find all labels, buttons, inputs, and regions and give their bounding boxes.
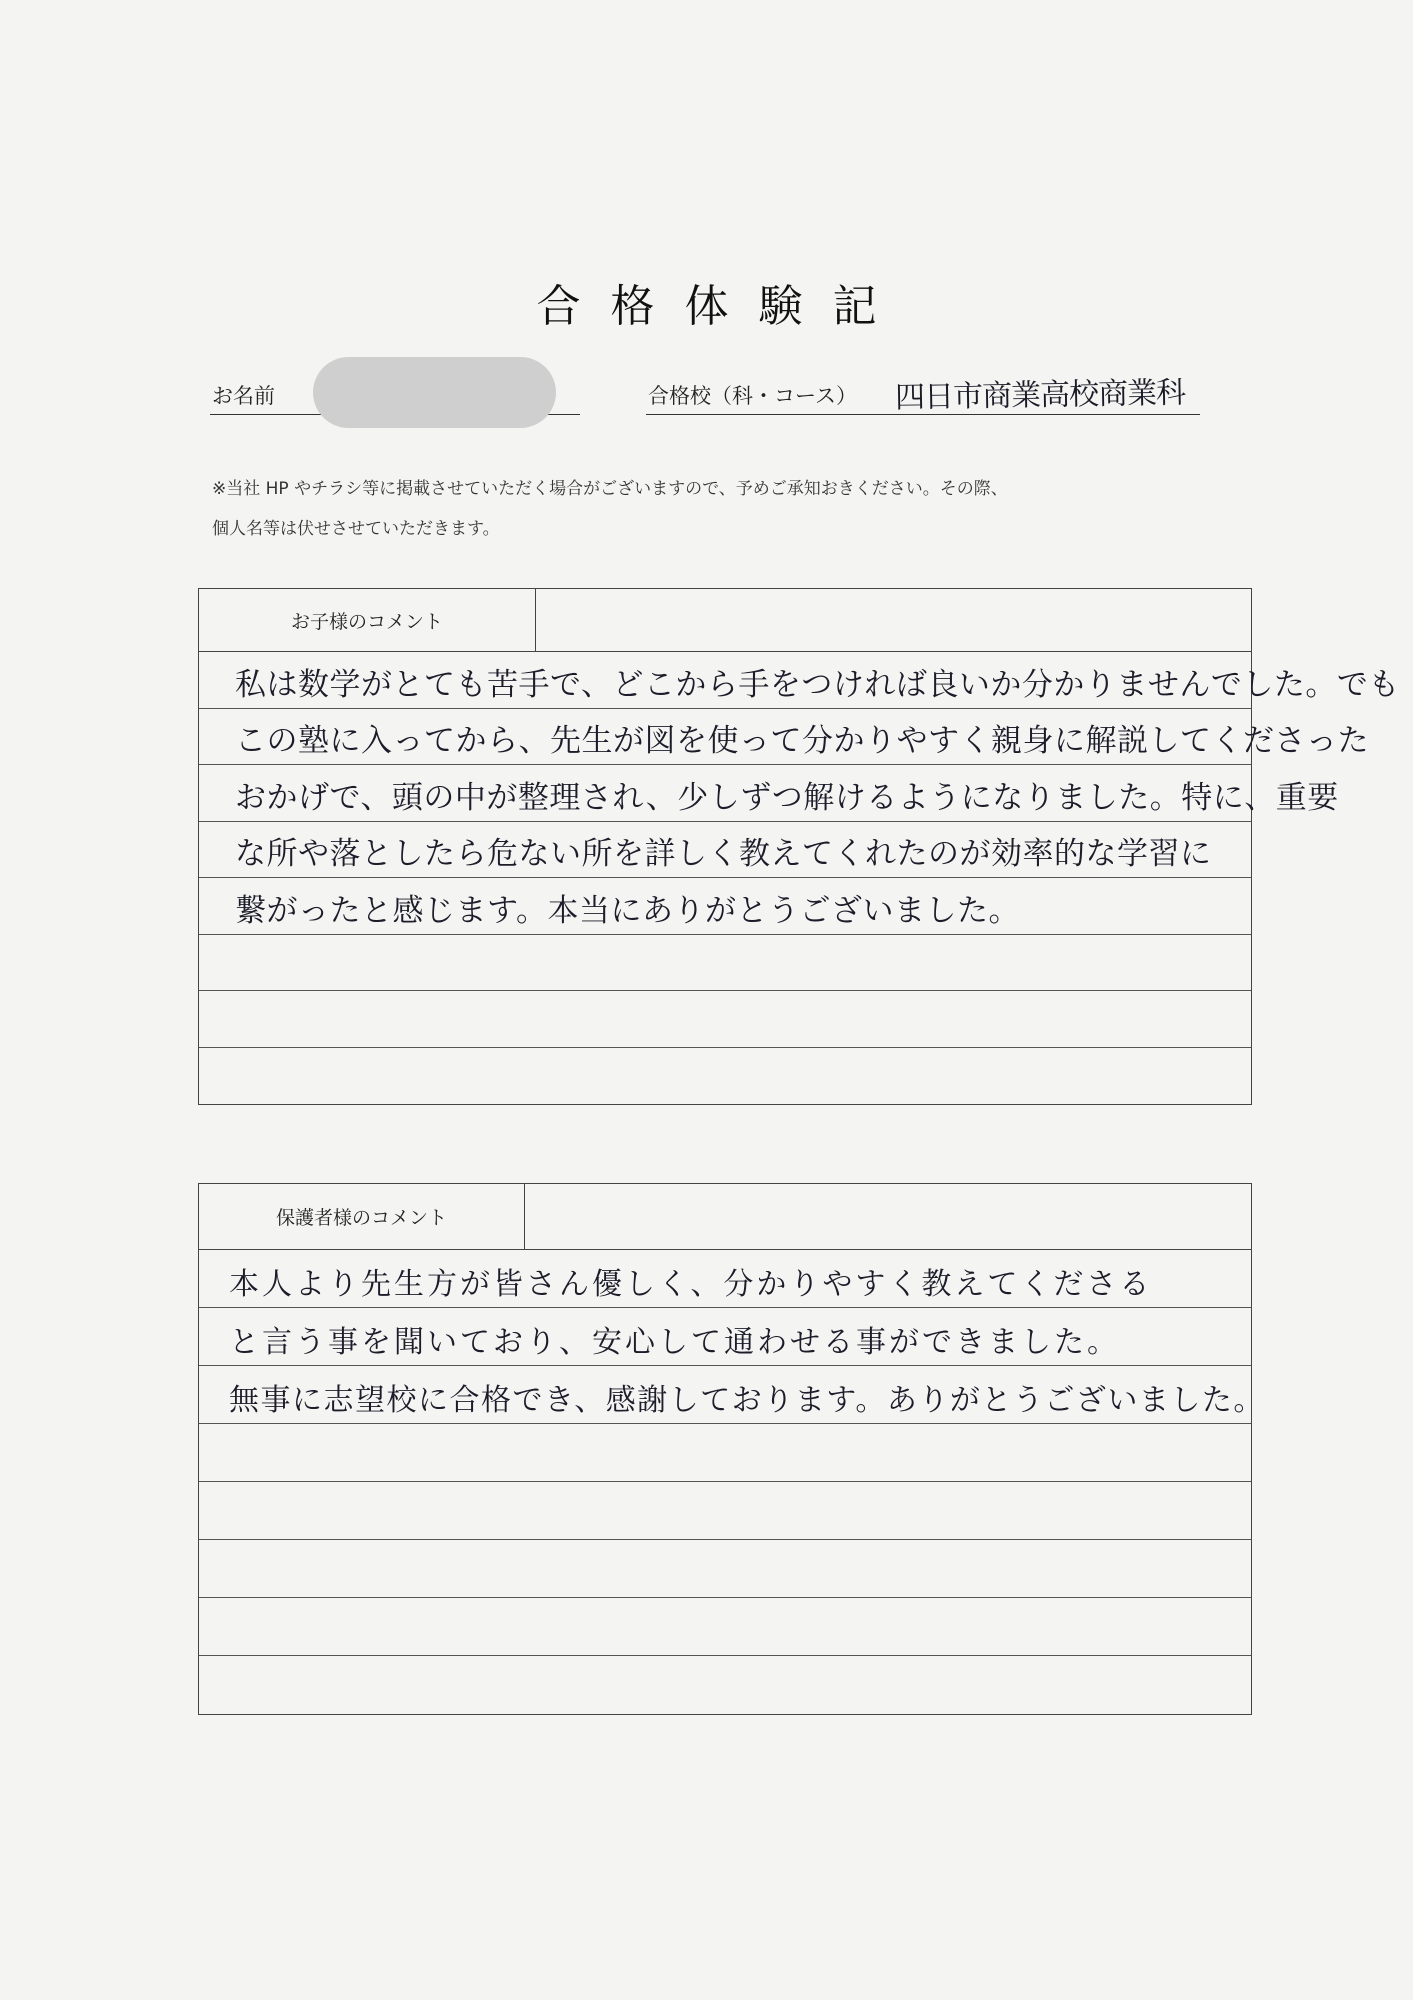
student-line bbox=[199, 822, 1251, 879]
school-label: 合格校（科・コース） bbox=[648, 384, 857, 408]
parent-line bbox=[199, 1250, 1251, 1308]
parent-line bbox=[199, 1482, 1251, 1540]
parent-text-line: と言う事を聞いており、安心して通わせる事ができました。 bbox=[229, 1325, 1120, 1360]
redacted-name bbox=[313, 357, 556, 428]
page-title: 合格体験記 bbox=[536, 281, 907, 332]
parent-line bbox=[199, 1308, 1251, 1366]
parent-comment-box bbox=[198, 1183, 1265, 1715]
parent-line bbox=[199, 1366, 1265, 1424]
student-comment-box bbox=[198, 588, 1400, 1105]
student-text-line: おかげで、頭の中が整理され、少しずつ解けるようになりました。特に、重要 bbox=[235, 779, 1339, 816]
parent-line bbox=[199, 1656, 1251, 1714]
parent-text-line: 無事に志望校に合格でき、感謝しております。ありがとうございました。 bbox=[229, 1383, 1265, 1418]
notice-line-1: ※当社 HP やチラシ等に掲載させていただく場合がございますので、予めご承知おきください。その際、 bbox=[212, 479, 1008, 499]
parent-text-line: 本人より先生方が皆さん優しく、分かりやすく教えてくださる bbox=[229, 1267, 1153, 1302]
student-line bbox=[199, 652, 1400, 709]
student-text-line: な所や落としたら危ない所を詳しく教えてくれたのが効率的な学習に bbox=[235, 836, 1212, 872]
school-value: 四日市商業高校商業科 bbox=[894, 375, 1186, 416]
parent-line bbox=[199, 1424, 1251, 1482]
student-text-line: 繋がったと感じます。本当にありがとうございました。 bbox=[235, 892, 1021, 929]
student-line bbox=[199, 765, 1339, 822]
student-text-line: この塾に入ってから、先生が図を使って分かりやすく親身に解説してくださった bbox=[235, 723, 1369, 759]
student-line bbox=[199, 709, 1369, 766]
parent-line bbox=[199, 1598, 1251, 1656]
student-comment-header bbox=[199, 589, 1251, 652]
student-line bbox=[199, 878, 1251, 935]
student-line bbox=[199, 991, 1251, 1048]
student-comment-label: お子様のコメント bbox=[199, 589, 536, 651]
student-line bbox=[199, 935, 1251, 992]
parent-comment-header bbox=[199, 1184, 1251, 1250]
notice-line-2: 個人名等は伏せさせていただきます。 bbox=[212, 519, 500, 539]
parent-comment-label: 保護者様のコメント bbox=[199, 1184, 525, 1249]
name-label: お名前 bbox=[212, 384, 275, 408]
student-line bbox=[199, 1048, 1251, 1105]
student-text-line: 私は数学がとても苦手で、どこから手をつければ良いか分かりませんでした。でも bbox=[235, 666, 1400, 703]
parent-line bbox=[199, 1540, 1251, 1598]
